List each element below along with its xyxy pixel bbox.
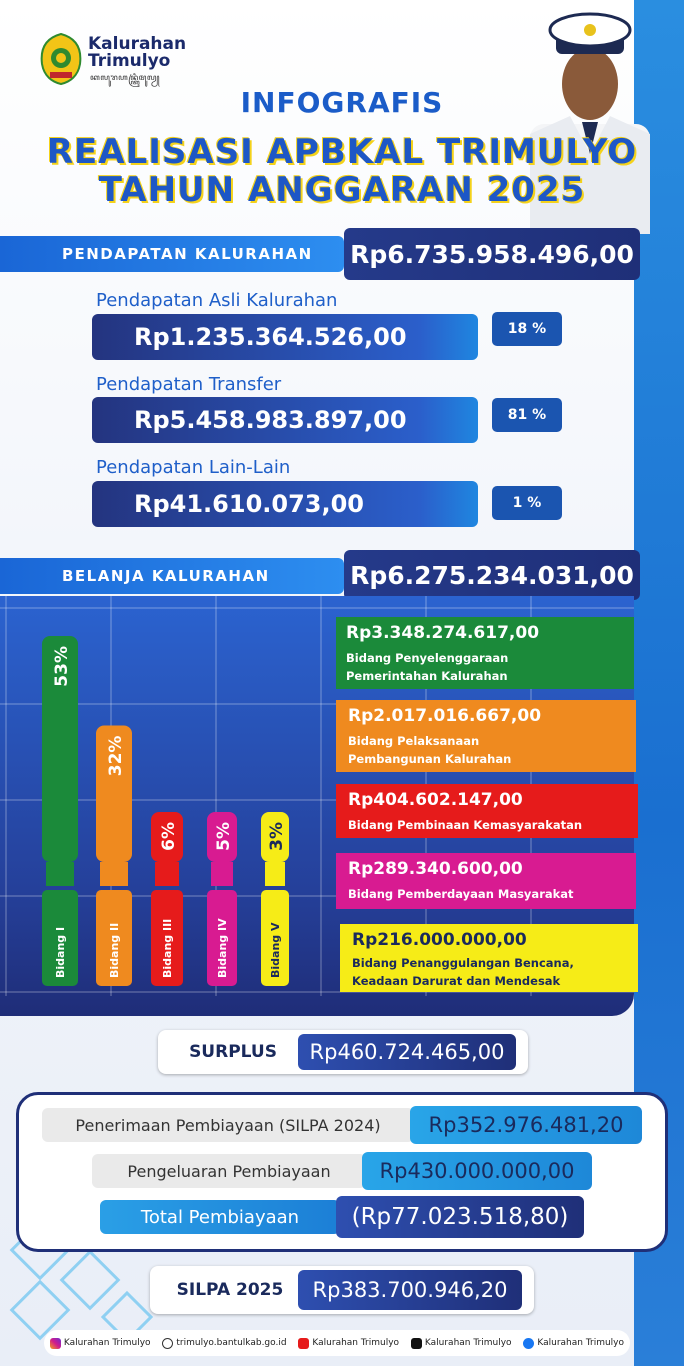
bar-category-label: Bidang IV: [216, 918, 229, 978]
bar-5: [261, 812, 289, 986]
logo-title-line1: Kalurahan: [88, 34, 187, 54]
footer-tiktok[interactable]: [411, 1338, 512, 1349]
facebook-icon: [523, 1338, 534, 1349]
pengeluaran-label: Pengeluaran Pembiayaan: [92, 1154, 366, 1188]
bar-neck: [100, 862, 128, 886]
instagram-icon: [50, 1338, 61, 1349]
pendapatan-transfer-label: Pendapatan Transfer: [96, 374, 282, 395]
card-bidang-2-name1: Bidang Pelaksanaan: [348, 734, 480, 748]
footer-youtube-text: Kalurahan Trimulyo: [312, 1338, 400, 1348]
footer-web-text: trimulyo.bantulkab.go.id: [176, 1338, 287, 1348]
bar-category-label: Bidang III: [161, 918, 174, 978]
bar-pct-label: 32%: [106, 735, 126, 777]
bar-category-label: Bidang V: [269, 922, 282, 978]
pendapatan-asli-pct: 18 %: [492, 312, 562, 346]
card-bidang-1-amount: Rp3.348.274.617,00: [346, 623, 540, 643]
card-bidang-4: [336, 853, 636, 909]
card-bidang-5-name1: Bidang Penanggulangan Bencana,: [352, 956, 574, 970]
card-bidang-2: [336, 700, 636, 772]
footer-facebook-text: Kalurahan Trimulyo: [537, 1338, 625, 1348]
belanja-header: BELANJA KALURAHAN: [0, 558, 344, 594]
tiktok-icon: [411, 1338, 422, 1349]
footer-youtube[interactable]: [298, 1338, 399, 1349]
card-bidang-1: [336, 617, 634, 689]
footer-facebook[interactable]: [523, 1338, 624, 1349]
bar-pct-label: 5%: [214, 822, 234, 851]
silpa-value: Rp383.700.946,20: [298, 1270, 522, 1310]
card-bidang-5-amount: Rp216.000.000,00: [352, 930, 527, 950]
pendapatan-header: PENDAPATAN KALURAHAN: [0, 236, 344, 272]
logo-javanese-script: ꦏꦭꦸꦫꦲꦤ꧀ꦠꦿꦶꦩꦸꦭꦾ: [90, 73, 160, 82]
silpa-label: SILPA 2025: [176, 1280, 284, 1300]
kalurahan-emblem-icon: [38, 32, 84, 86]
total-pembiayaan-value: (Rp77.023.518,80): [336, 1196, 584, 1238]
card-bidang-5-name2: Keadaan Darurat dan Mendesak: [352, 974, 561, 988]
bar-neck: [265, 862, 285, 886]
footer-web[interactable]: [162, 1338, 286, 1349]
penerimaan-label: Penerimaan Pembiayaan (SILPA 2024): [42, 1108, 414, 1142]
bar-neck: [46, 862, 74, 886]
bar-category-label: Bidang I: [54, 926, 67, 978]
pendapatan-transfer-value: Rp5.458.983.897,00: [92, 397, 478, 443]
pendapatan-transfer-pct: 81 %: [492, 398, 562, 432]
card-bidang-4-amount: Rp289.340.600,00: [348, 859, 523, 879]
card-bidang-1-name2: Pemerintahan Kalurahan: [346, 669, 508, 683]
footer-instagram-text: Kalurahan Trimulyo: [63, 1338, 151, 1348]
header-year: TAHUN ANGGARAN 2025: [98, 170, 586, 210]
card-bidang-4-name1: Bidang Pemberdayaan Masyarakat: [348, 887, 574, 901]
logo-title-line2: Trimulyo: [88, 51, 171, 71]
pendapatan-total: Rp6.735.958.496,00: [344, 228, 640, 280]
penerimaan-value: Rp352.976.481,20: [410, 1106, 642, 1144]
card-bidang-3-name1: Bidang Pembinaan Kemasyarakatan: [348, 818, 583, 832]
surplus-label: SURPLUS: [189, 1042, 277, 1062]
card-bidang-5: [340, 924, 638, 992]
card-bidang-3: [336, 784, 638, 838]
pendapatan-lain-pct: 1 %: [492, 486, 562, 520]
pendapatan-lain-label: Pendapatan Lain-Lain: [96, 457, 291, 478]
footer-tiktok-text: Kalurahan Trimulyo: [424, 1338, 512, 1348]
header-infografis: INFOGRAFIS: [240, 86, 444, 119]
bar-4: [207, 812, 237, 986]
bar-3: [151, 812, 183, 986]
bar-category-label: Bidang II: [108, 922, 121, 978]
bar-pct-label: 53%: [52, 646, 72, 687]
bar-pct-label: 6%: [159, 822, 179, 851]
card-bidang-2-name2: Pembangunan Kalurahan: [348, 752, 512, 766]
bar-pct-label: 3%: [267, 822, 287, 851]
belanja-total: Rp6.275.234.031,00: [344, 550, 640, 600]
globe-icon: [162, 1338, 173, 1349]
bar-1: [42, 636, 78, 986]
youtube-icon: [298, 1338, 309, 1349]
pendapatan-asli-value: Rp1.235.364.526,00: [92, 314, 478, 360]
bar-neck: [155, 862, 179, 886]
header-title: REALISASI APBKAL TRIMULYO: [46, 132, 638, 172]
footer-instagram[interactable]: [50, 1338, 151, 1349]
bar-2: [96, 726, 132, 986]
card-bidang-2-amount: Rp2.017.016.667,00: [348, 706, 542, 726]
total-pembiayaan-label: Total Pembiayaan: [100, 1200, 340, 1234]
card-bidang-1-name1: Bidang Penyelenggaraan: [346, 651, 509, 665]
card-bidang-3-amount: Rp404.602.147,00: [348, 790, 523, 810]
footer-social-bar: [44, 1330, 630, 1356]
pendapatan-lain-value: Rp41.610.073,00: [92, 481, 478, 527]
pengeluaran-value: Rp430.000.000,00: [362, 1152, 592, 1190]
surplus-value: Rp460.724.465,00: [298, 1034, 516, 1070]
pendapatan-asli-label: Pendapatan Asli Kalurahan: [96, 290, 338, 311]
bar-neck: [211, 862, 233, 886]
